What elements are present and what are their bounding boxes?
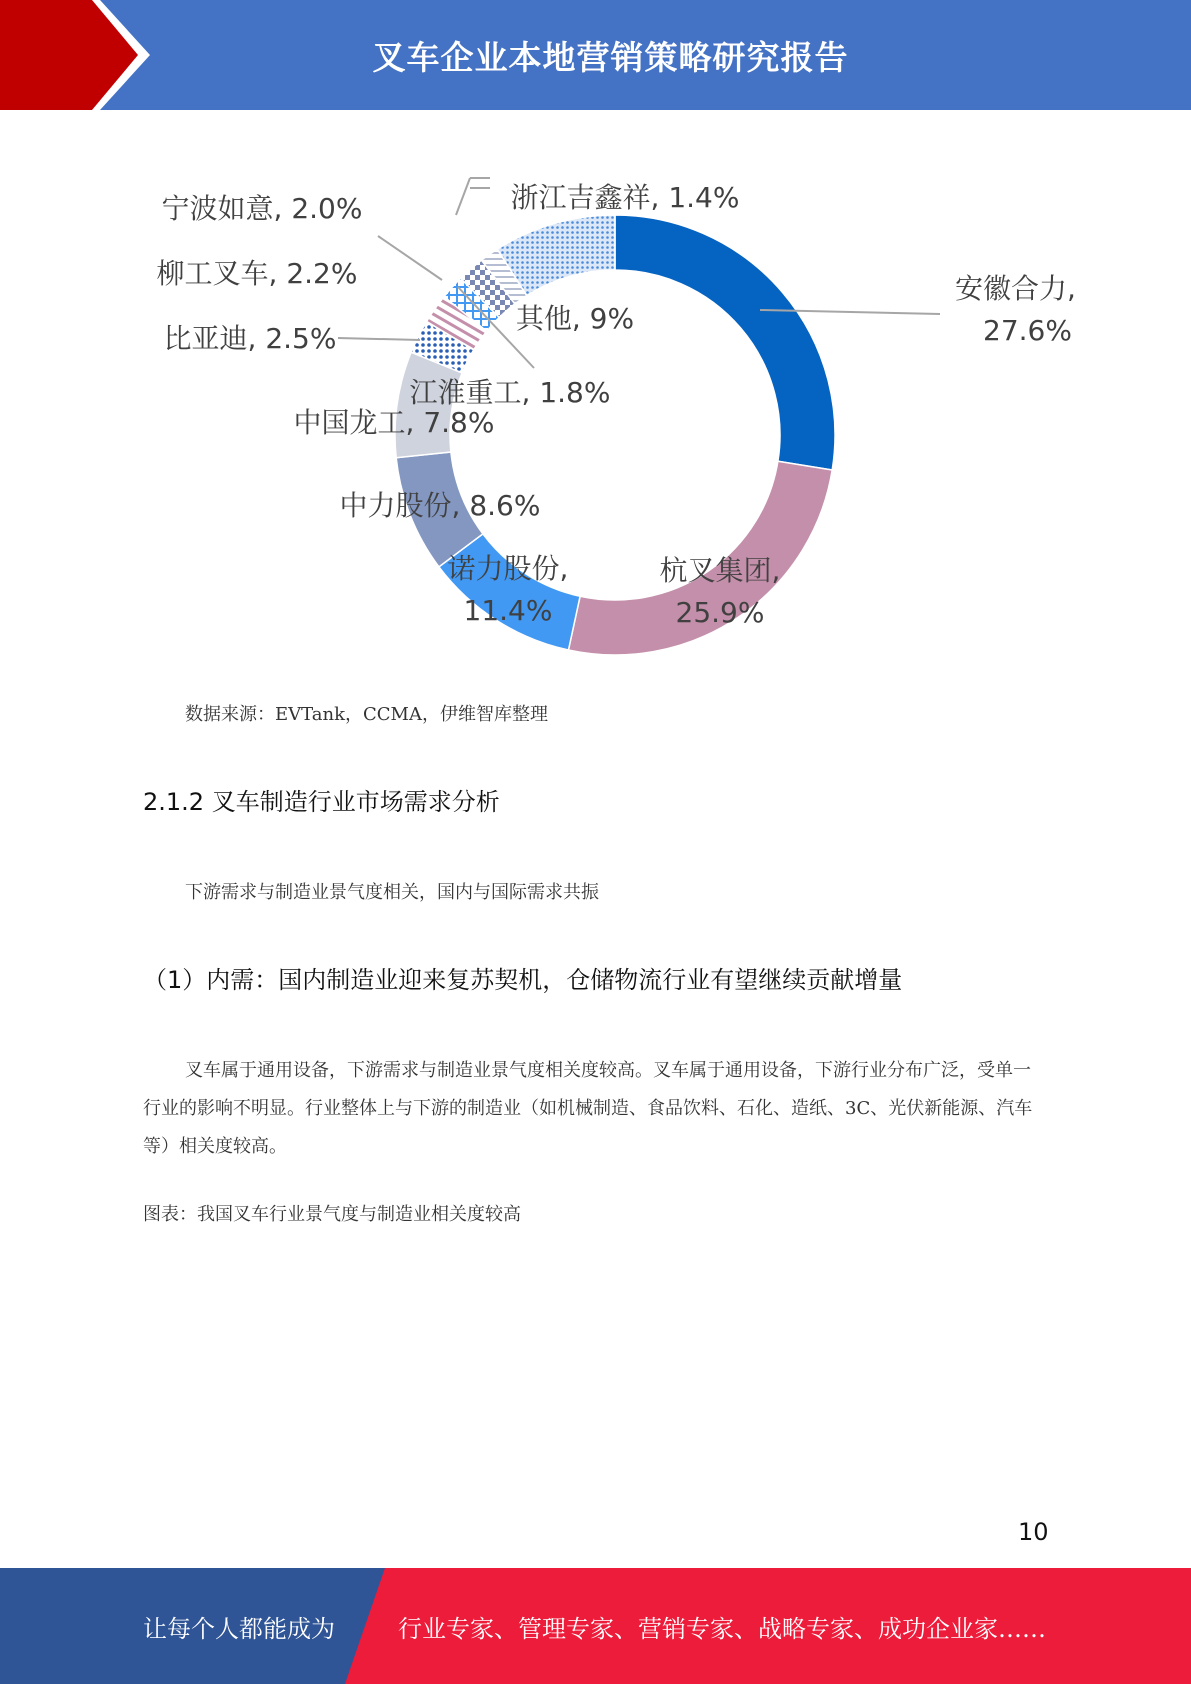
slice-label-5: 比亚迪, 2.5% [163, 322, 337, 355]
slice-label-6: 柳工叉车, 2.2% [156, 257, 358, 290]
sub-heading: （1）内需：国内制造业迎来复苏契机，仓储物流行业有望继续贡献增量 [143, 966, 903, 994]
body-paragraph: 叉车属于通用设备，下游需求与制造业景气度相关度较高。叉车属于通用设备，下游行业分布广泛，受单一行业的影响不明显。行业整体上与下游的制造业（如机械制造、食品饮料、石化、造纸、3C、光伏新能源、汽车等）相关度较高。 [143, 1060, 1033, 1157]
slice-label-2: 诺力股份, 11.4% [447, 552, 569, 627]
slice-label-10: 其他, 9% [515, 302, 635, 335]
footer-slogan-left: 让每个人都能成为 [143, 1614, 335, 1643]
slice-label-9: 浙江吉鑫祥, 1.4% [510, 181, 740, 214]
slice-label-7: 江淮重工, 1.8% [409, 376, 611, 409]
donut-slice-0 [615, 215, 835, 470]
section-heading: 2.1.2 叉车制造行业市场需求分析 [143, 788, 500, 816]
leader-connector-0 [456, 178, 470, 215]
slice-label-1: 杭叉集团, 25.9% [659, 554, 781, 629]
intro-paragraph: 下游需求与制造业景气度相关，国内与国际需求共振 [185, 882, 599, 903]
figure-caption: 图表：我国叉车行业景气度与制造业相关度较高 [143, 1204, 521, 1225]
header-bar [0, 0, 1191, 110]
chart-data-source: 数据来源：EVTank，CCMA，伊维智库整理 [185, 704, 548, 725]
footer-slogan-right: 行业专家、管理专家、营销专家、战略专家、成功企业家…… [398, 1614, 1046, 1643]
leader-line-8 [378, 236, 442, 280]
slice-label-8: 宁波如意, 2.0% [161, 192, 363, 225]
market-share-donut-chart [120, 150, 1076, 670]
report-title: 叉车企业本地营销策略研究报告 [372, 37, 849, 77]
slice-label-4: 中国龙工, 7.8% [293, 406, 495, 439]
slice-label-3: 中力股份, 8.6% [339, 489, 541, 522]
footer-bar [0, 1568, 1191, 1684]
slice-label-0: 安徽合力, 27.6% [955, 272, 1076, 347]
leader-line-5 [338, 338, 420, 340]
page-number: 10 [1018, 1518, 1049, 1546]
